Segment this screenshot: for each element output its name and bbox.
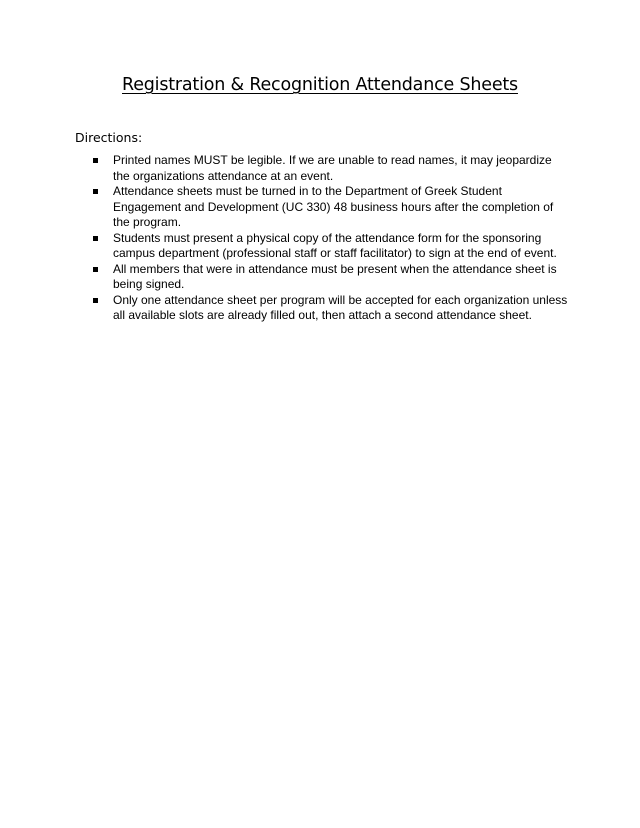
list-item-text: Students must present a physical copy of the attendance form for the sponsoring campus department (professional staff or staff facilitator) to sign at the end of event. bbox=[113, 230, 557, 260]
square-bullet-icon bbox=[93, 236, 98, 241]
directions-label: Directions: bbox=[75, 130, 143, 145]
list-item bbox=[90, 153, 570, 184]
list-item-text: Printed names MUST be legible. If we are unable to read names, it may jeopardize the organizations attendance at an event. bbox=[113, 153, 552, 183]
square-bullet-icon bbox=[93, 158, 98, 163]
directions-list bbox=[90, 153, 570, 324]
list-item-text: Attendance sheets must be turned in to the Department of Greek Student Engagement and Development (UC 330) 48 business hours after the completion of the program. bbox=[113, 184, 554, 229]
list-item bbox=[90, 293, 570, 324]
square-bullet-icon bbox=[93, 298, 98, 303]
page-title: Registration & Recognition Attendance Sheets bbox=[122, 75, 518, 95]
list-item bbox=[90, 231, 570, 262]
square-bullet-icon bbox=[93, 267, 98, 272]
square-bullet-icon bbox=[93, 189, 98, 194]
list-item bbox=[90, 262, 570, 293]
list-item bbox=[90, 184, 570, 231]
list-item-text: All members that were in attendance must be present when the attendance sheet is being signed. bbox=[113, 261, 557, 291]
list-item-text: Only one attendance sheet per program will be accepted for each organization unless all available slots are already filled out, then attach a second attendance sheet. bbox=[113, 292, 568, 322]
